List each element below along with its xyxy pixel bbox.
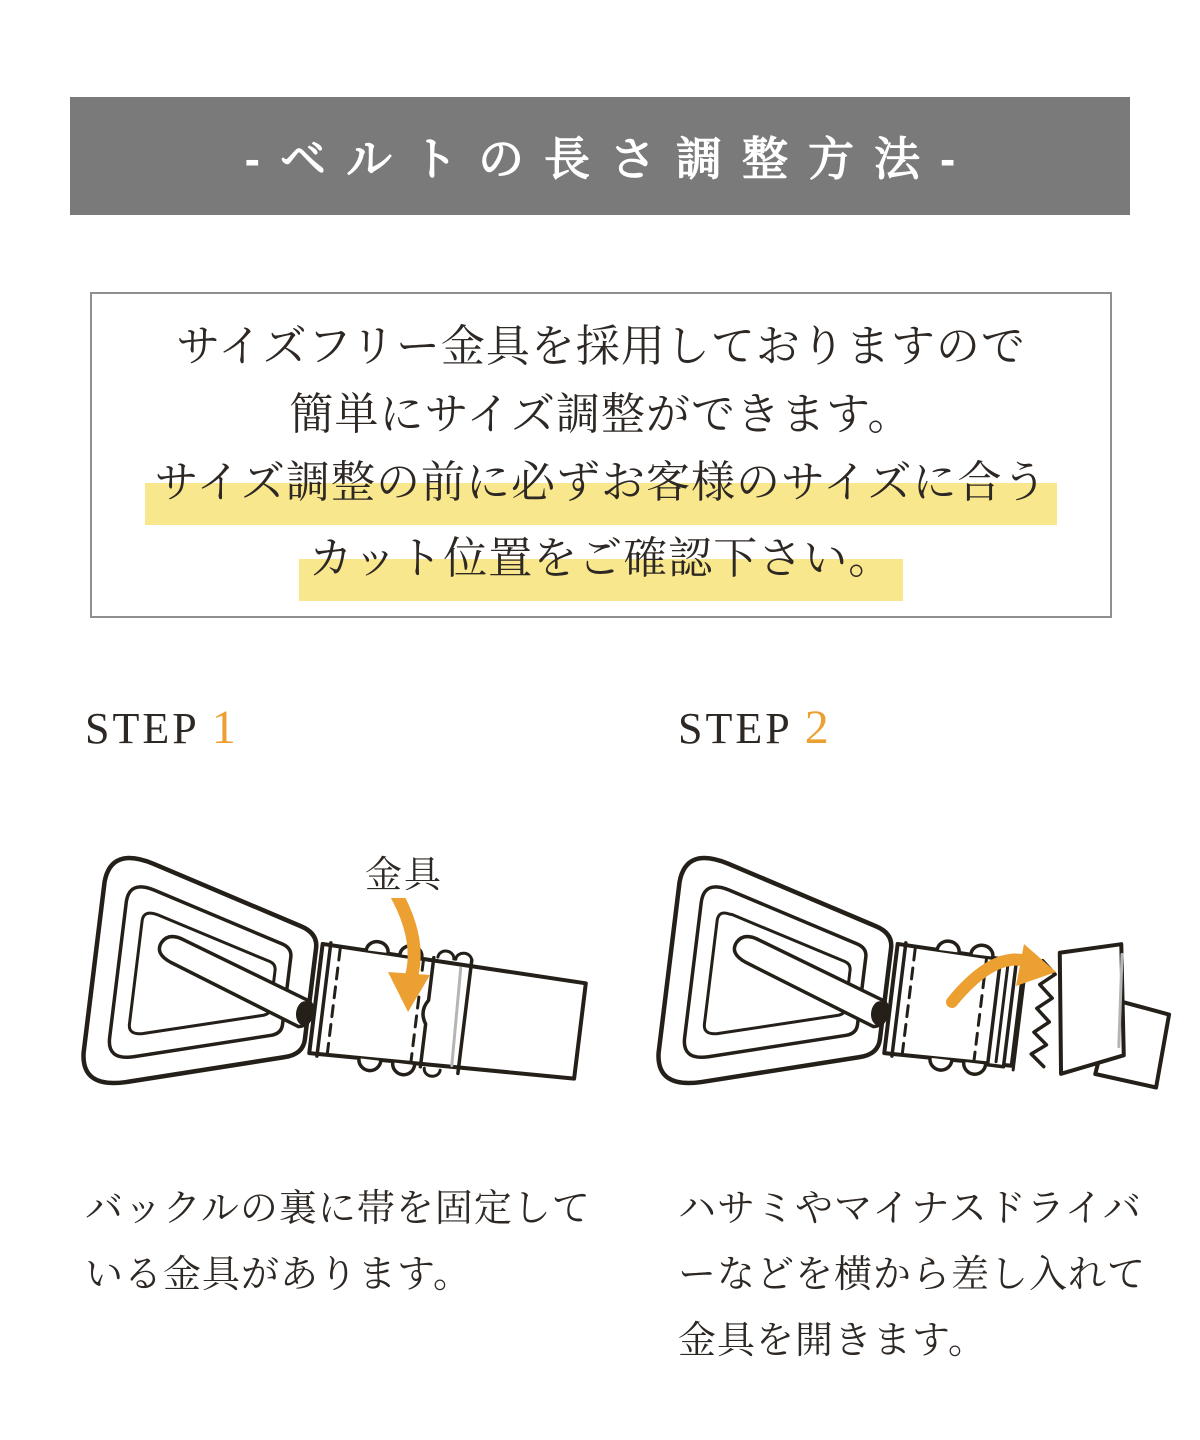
page-title: -ベルトの長さ調整方法-	[244, 133, 976, 185]
intro-line-1: サイズフリー金具を採用しておりますので	[176, 322, 1026, 371]
step-1-description: バックルの裏に帯を固定して いる金具があります。	[85, 1188, 591, 1296]
step-2-label: STEP 2	[678, 701, 832, 754]
step-2-description: ハサミやマイナスドライバ ーなどを横から差し入れて 金具を開きます。	[678, 1188, 1147, 1362]
step-2-section	[650, 700, 1190, 1374]
step-1-section	[75, 700, 615, 1308]
intro-line-3-highlighted: サイズ調整の前に必ずお客様のサイズに合う	[145, 449, 1058, 525]
step-2-number: 2	[804, 701, 832, 754]
intro-line-4-highlighted: カット位置をご確認下さい。	[299, 525, 904, 601]
intro-line-2: 簡単にサイズ調整ができます。	[289, 390, 913, 439]
step-2-illustration	[650, 844, 1175, 1104]
step-1-number: 1	[211, 701, 239, 754]
title-banner	[70, 97, 1130, 215]
belt-buckle-closed-drawing	[75, 844, 595, 1104]
step-1-label: STEP 1	[85, 701, 239, 754]
step-1-illustration	[75, 844, 600, 1104]
belt-buckle-open-drawing	[650, 844, 1170, 1104]
intro-box	[90, 292, 1112, 618]
hardware-annotation-label: 金具	[363, 844, 445, 898]
